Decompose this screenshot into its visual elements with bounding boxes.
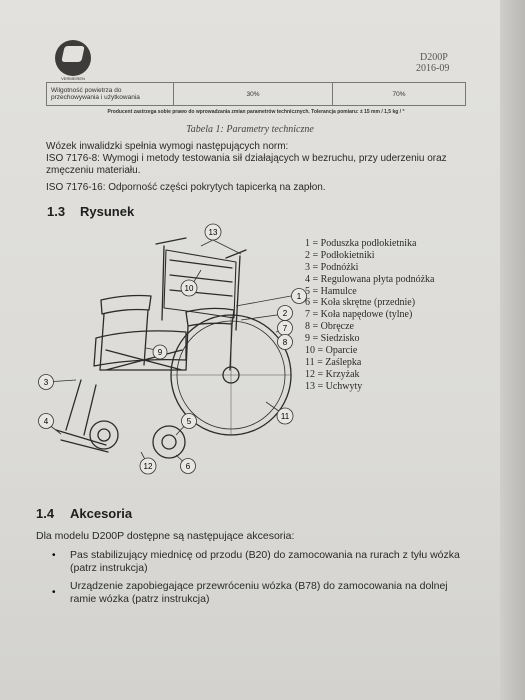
norms-intro: Wózek inwalidzki spełnia wymogi następujących norm: <box>46 141 289 152</box>
legend-item: 9 = Siedzisko <box>305 333 360 345</box>
tech-params-table <box>46 82 466 106</box>
header-date: 2016-09 <box>416 63 450 74</box>
section-number-1-4: 1.4 <box>36 506 55 521</box>
header-model: D200P <box>420 52 448 63</box>
iso-7176-8-line1: ISO 7176-8: Wymogi i metody testowania sił działających w bezruchu, przy uderzeniu oraz <box>46 153 447 164</box>
legend-item: 11 = Zaślepka <box>305 356 362 368</box>
table-caption: Tabela 1: Parametry techniczne <box>186 124 314 135</box>
callout-3 <box>39 375 54 390</box>
iso-7176-8-line2: zmęczeniu materiału. <box>46 165 141 176</box>
callout-13 <box>205 224 221 240</box>
callout-number: 8 <box>282 338 288 347</box>
legend-item: 10 = Oparcie <box>305 345 358 357</box>
callout-number: 13 <box>208 228 218 237</box>
callout-number: 5 <box>186 417 192 426</box>
legend-item: 8 = Obręcze <box>305 321 354 333</box>
callout-number: 2 <box>282 309 288 318</box>
page-edge-shadow <box>500 0 525 700</box>
table-cell-value: 30% <box>174 83 333 106</box>
legend-item: 2 = Podłokietniki <box>305 249 375 261</box>
table-note: Producent zastrzega sobie prawo do wprowadzania zmian parametrów technicznych. Tolerancja pomiaru: ± 15 mm / 1,5 kg / ° <box>107 109 405 115</box>
iso-7176-16: ISO 7176-16: Odporność części pokrytych tapicerką na zapłon. <box>46 182 326 193</box>
callout-2 <box>278 306 293 321</box>
legend-item: 12 = Krzyżak <box>305 368 360 380</box>
callout-6 <box>181 459 196 474</box>
section-number-1-3: 1.3 <box>47 204 66 219</box>
section-title-rysunek: Rysunek <box>80 204 135 219</box>
legend-item: 4 = Regulowana płyta podnóżka <box>305 273 435 285</box>
legend-item: 5 = Hamulce <box>305 285 357 297</box>
accessory-b20-line2: (patrz instrukcja) <box>70 562 148 574</box>
callout-8 <box>278 335 293 350</box>
callout-7 <box>278 321 293 336</box>
callout-number: 1 <box>296 292 302 301</box>
accessories-intro: Dla modelu D200P dostępne są następujące akcesoria: <box>36 530 295 542</box>
table-cell-value: 70% <box>333 83 466 106</box>
table-cell-label: Wilgotność powietrza do przechowywania i użytkowania <box>47 83 174 106</box>
callout-12 <box>140 458 156 474</box>
callout-number: 6 <box>185 462 191 471</box>
accessory-b78-line1: Urządzenie zapobiegające przewróceniu wózka (B78) do zamocowania na dolnej <box>70 580 448 592</box>
callout-number: 3 <box>43 378 49 387</box>
callout-number: 4 <box>43 417 49 426</box>
callout-10 <box>181 280 197 296</box>
bullet-dot: • <box>52 587 56 598</box>
vermeiren-logo <box>55 40 91 76</box>
callout-5 <box>182 414 197 429</box>
section-title-akcesoria: Akcesoria <box>70 506 133 521</box>
callout-9 <box>153 345 167 359</box>
callout-number: 12 <box>143 462 153 471</box>
parts-legend <box>305 238 435 393</box>
bullet-dot: • <box>52 550 56 561</box>
accessory-b20-line1: Pas stabilizujący miednicę od przodu (B20) do zamocowania na rurach z tyłu wózka <box>70 549 460 561</box>
legend-item: 3 = Podnóżki <box>305 261 359 273</box>
logo-text: VERMEIREN <box>61 76 85 81</box>
callout-number: 7 <box>282 324 288 333</box>
wheelchair-drawing <box>36 220 302 475</box>
legend-item: 13 = Uchwyty <box>305 380 363 392</box>
legend-item: 1 = Poduszka podłokietnika <box>305 238 417 249</box>
legend-item: 7 = Koła napędowe (tylne) <box>305 309 413 321</box>
callout-number: 9 <box>157 348 163 357</box>
callout-number: 10 <box>184 284 194 293</box>
callout-4 <box>39 414 54 429</box>
callout-number: 11 <box>280 412 290 421</box>
accessory-b78-line2: ramie wózka (patrz instrukcja) <box>70 593 210 605</box>
table-row <box>47 83 466 106</box>
legend-item: 6 = Koła skrętne (przednie) <box>305 297 416 309</box>
callout-11 <box>277 408 293 424</box>
